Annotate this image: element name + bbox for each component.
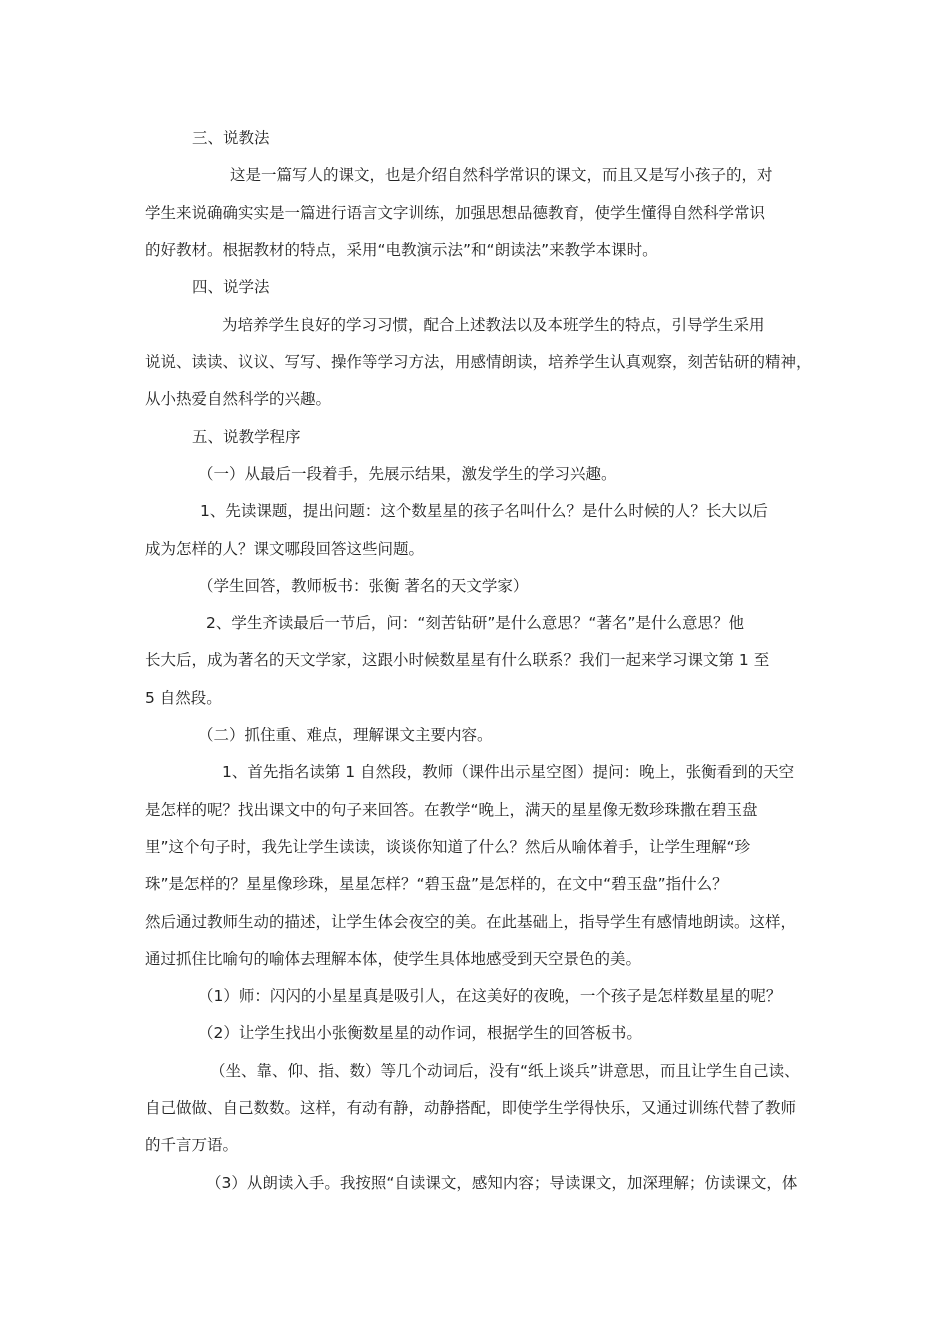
paragraph-line: （2）让学生找出小张衡数星星的动作词，根据学生的回答板书。 xyxy=(198,1024,642,1042)
paragraph-line: 的好教材。根据教材的特点，采用“电教演示法”和“朗读法”来教学本课时。 xyxy=(145,241,658,259)
paragraph-line: （坐、靠、仰、指、数）等几个动词后，没有“纸上谈兵”讲意思，而且让学生自己读、 xyxy=(210,1062,800,1080)
paragraph-line: 1、先读课题，提出问题：这个数星星的孩子名叫什么？是什么时候的人？长大以后 xyxy=(200,502,768,520)
paragraph-line: （学生回答，教师板书：张衡 著名的天文学家） xyxy=(198,577,529,595)
subheading-part-one: （一）从最后一段着手，先展示结果，激发学生的学习兴趣。 xyxy=(198,465,617,483)
paragraph-line: 1、首先指名读第 1 自然段，教师（课件出示星空图）提问：晚上，张衡看到的天空 xyxy=(222,763,795,781)
paragraph-line: （3）从朗读入手。我按照“自读课文，感知内容；导读课文，加深理解；仿读课文，体 xyxy=(206,1174,798,1192)
paragraph-line: 说说、读读、议议、写写、操作等学习方法，用感情朗读，培养学生认真观察，刻苦钻研的精神， xyxy=(145,353,812,371)
paragraph-line: 是怎样的呢？找出课文中的句子来回答。在教学“晚上，满天的星星像无数珍珠撒在碧玉盘 xyxy=(145,801,758,819)
paragraph-line: 然后通过教师生动的描述，让学生体会夜空的美。在此基础上，指导学生有感情地朗读。这样， xyxy=(145,913,797,931)
paragraph-line: （1）师：闪闪的小星星真是吸引人，在这美好的夜晚，一个孩子是怎样数星星的呢？ xyxy=(198,987,782,1005)
paragraph-line: 里”这个句子时，我先让学生读读，谈谈你知道了什么？然后从喻体着手，让学生理解“珍 xyxy=(145,838,751,856)
paragraph-line: 通过抓住比喻句的喻体去理解本体，使学生具体地感受到天空景色的美。 xyxy=(145,950,642,968)
heading-teaching-procedure: 五、说教学程序 xyxy=(192,428,301,446)
paragraph-line: 学生来说确确实实是一篇进行语言文字训练，加强思想品德教育，使学生懂得自然科学常识 xyxy=(145,204,766,222)
paragraph-line: 从小热爱自然科学的兴趣。 xyxy=(145,390,332,408)
paragraph-line: 2、学生齐读最后一节后，问：“刻苦钻研”是什么意思？“著名”是什么意思？他 xyxy=(206,614,744,632)
paragraph-line: 自己做做、自己数数。这样，有动有静，动静搭配，即使学生学得快乐，又通过训练代替了教师 xyxy=(145,1099,797,1117)
heading-teaching-method: 三、说教法 xyxy=(192,129,270,147)
paragraph-line: 为培养学生良好的学习习惯，配合上述教法以及本班学生的特点，引导学生采用 xyxy=(222,316,765,334)
paragraph-line: 珠”是怎样的？星星像珍珠，星星怎样？“碧玉盘”是怎样的，在文中“碧玉盘”指什么？ xyxy=(145,875,728,893)
paragraph-line: 的千言万语。 xyxy=(145,1136,239,1154)
paragraph-line: 这是一篇写人的课文，也是介绍自然科学常识的课文，而且又是写小孩子的，对 xyxy=(230,166,773,184)
paragraph-line: 长大后，成为著名的天文学家，这跟小时候数星星有什么联系？我们一起来学习课文第 1 至 xyxy=(145,651,770,669)
subheading-part-two: （二）抓住重、难点，理解课文主要内容。 xyxy=(198,726,493,744)
paragraph-line: 成为怎样的人？课文哪段回答这些问题。 xyxy=(145,540,425,558)
paragraph-line: 5 自然段。 xyxy=(145,689,222,707)
heading-learning-method: 四、说学法 xyxy=(192,278,270,296)
